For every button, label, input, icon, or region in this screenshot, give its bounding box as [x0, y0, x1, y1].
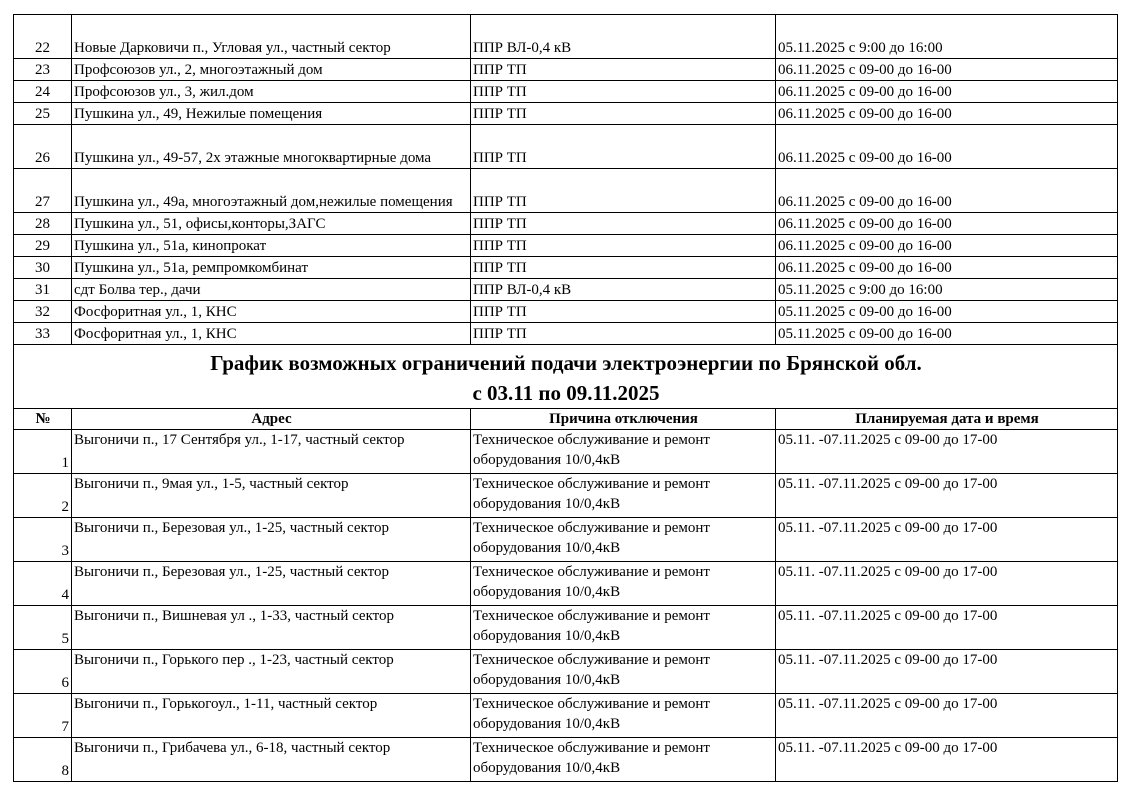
row-date: 05.11. -07.11.2025 с 09-00 до 17-00 — [776, 738, 1118, 782]
table-row — [14, 323, 1118, 345]
table-row — [14, 279, 1118, 301]
outage-schedule-table — [13, 14, 1118, 782]
row-date: 05.11. -07.11.2025 с 09-00 до 17-00 — [776, 606, 1118, 650]
row-date: 05.11.2025 с 9:00 до 16:00 — [776, 15, 1118, 59]
table-row — [14, 125, 1118, 169]
table-row — [14, 606, 1118, 650]
row-number: 8 — [14, 738, 72, 782]
row-address: Профсоюзов ул., 3, жил.дом — [72, 81, 471, 103]
row-reason: ППР ТП — [471, 169, 776, 213]
row-reason: ППР ВЛ-0,4 кВ — [471, 279, 776, 301]
row-date: 06.11.2025 с 09-00 до 16-00 — [776, 81, 1118, 103]
row-date: 05.11. -07.11.2025 с 09-00 до 17-00 — [776, 430, 1118, 474]
row-number: 26 — [14, 125, 72, 169]
section-title — [14, 345, 1118, 409]
row-date: 06.11.2025 с 09-00 до 16-00 — [776, 213, 1118, 235]
row-reason: ППР ТП — [471, 257, 776, 279]
row-reason: Техническое обслуживание и ремонт оборудования 10/0,4кВ — [471, 562, 776, 606]
section-header — [14, 345, 1118, 430]
row-reason: ППР ТП — [471, 235, 776, 257]
row-address: Пушкина ул., 49-57, 2х этажные многоквартирные дома — [72, 125, 471, 169]
row-address: Выгоничи п., Грибачева ул., 6-18, частный сектор — [72, 738, 471, 782]
row-address: Выгоничи п., Березовая ул., 1-25, частный сектор — [72, 562, 471, 606]
bottom-rows — [14, 430, 1118, 782]
row-date: 06.11.2025 с 09-00 до 16-00 — [776, 235, 1118, 257]
table-row — [14, 694, 1118, 738]
section-title-row — [14, 345, 1118, 409]
table-row — [14, 562, 1118, 606]
table-row — [14, 169, 1118, 213]
row-reason: ППР ТП — [471, 103, 776, 125]
table-row — [14, 430, 1118, 474]
row-date: 05.11. -07.11.2025 с 09-00 до 17-00 — [776, 474, 1118, 518]
row-address: Выгоничи п., Березовая ул., 1-25, частный сектор — [72, 518, 471, 562]
section-title-line2: с 03.11 по 09.11.2025 — [472, 381, 660, 405]
table-row — [14, 15, 1118, 59]
header-date: Планируемая дата и время — [776, 409, 1118, 430]
row-number: 4 — [14, 562, 72, 606]
row-date: 06.11.2025 с 09-00 до 16-00 — [776, 59, 1118, 81]
row-address: Выгоничи п., Вишневая ул ., 1-33, частный сектор — [72, 606, 471, 650]
row-reason: Техническое обслуживание и ремонт оборудования 10/0,4кВ — [471, 606, 776, 650]
table-row — [14, 257, 1118, 279]
row-date: 05.11. -07.11.2025 с 09-00 до 17-00 — [776, 694, 1118, 738]
row-reason: ППР ТП — [471, 213, 776, 235]
row-address: Выгоничи п., Горького пер ., 1-23, частный сектор — [72, 650, 471, 694]
row-reason: ППР ТП — [471, 323, 776, 345]
row-address: Выгоничи п., 9мая ул., 1-5, частный сектор — [72, 474, 471, 518]
column-header-row — [14, 409, 1118, 430]
table-row — [14, 650, 1118, 694]
row-reason: Техническое обслуживание и ремонт оборудования 10/0,4кВ — [471, 694, 776, 738]
row-address: Новые Дарковичи п., Угловая ул., частный сектор — [72, 15, 471, 59]
row-address: Фосфоритная ул., 1, КНС — [72, 301, 471, 323]
table-row — [14, 103, 1118, 125]
row-number: 6 — [14, 650, 72, 694]
row-reason: ППР ТП — [471, 81, 776, 103]
table-row — [14, 474, 1118, 518]
row-number: 29 — [14, 235, 72, 257]
table-row — [14, 738, 1118, 782]
row-date: 05.11.2025 с 9:00 до 16:00 — [776, 279, 1118, 301]
header-address: Адрес — [72, 409, 471, 430]
row-number: 31 — [14, 279, 72, 301]
row-address: Выгоничи п., Горькогоул., 1-11, частный сектор — [72, 694, 471, 738]
row-number: 5 — [14, 606, 72, 650]
section-title-line1: График возможных ограничений подачи электроэнергии по Брянской обл. — [210, 351, 922, 375]
table-row — [14, 59, 1118, 81]
row-number: 30 — [14, 257, 72, 279]
row-number: 22 — [14, 15, 72, 59]
row-date: 06.11.2025 с 09-00 до 16-00 — [776, 103, 1118, 125]
row-number: 33 — [14, 323, 72, 345]
row-address: Пушкина ул., 49, Нежилые помещения — [72, 103, 471, 125]
row-address: сдт Болва тер., дачи — [72, 279, 471, 301]
table-row — [14, 213, 1118, 235]
row-address: Фосфоритная ул., 1, КНС — [72, 323, 471, 345]
row-number: 24 — [14, 81, 72, 103]
row-number: 7 — [14, 694, 72, 738]
row-address: Выгоничи п., 17 Сентября ул., 1-17, частный сектор — [72, 430, 471, 474]
row-date: 06.11.2025 с 09-00 до 16-00 — [776, 125, 1118, 169]
row-reason: Техническое обслуживание и ремонт оборудования 10/0,4кВ — [471, 738, 776, 782]
table-row — [14, 518, 1118, 562]
header-reason: Причина отключения — [471, 409, 776, 430]
row-address: Пушкина ул., 51а, ремпромкомбинат — [72, 257, 471, 279]
row-address: Профсоюзов ул., 2, многоэтажный дом — [72, 59, 471, 81]
row-reason: Техническое обслуживание и ремонт оборудования 10/0,4кВ — [471, 518, 776, 562]
row-number: 32 — [14, 301, 72, 323]
row-date: 05.11.2025 с 09-00 до 16-00 — [776, 323, 1118, 345]
row-number: 2 — [14, 474, 72, 518]
row-reason: ППР ТП — [471, 301, 776, 323]
row-number: 23 — [14, 59, 72, 81]
row-number: 3 — [14, 518, 72, 562]
row-reason: ППР ТП — [471, 125, 776, 169]
row-date: 05.11. -07.11.2025 с 09-00 до 17-00 — [776, 650, 1118, 694]
header-num: № — [14, 409, 72, 430]
table-row — [14, 81, 1118, 103]
row-number: 1 — [14, 430, 72, 474]
row-number: 28 — [14, 213, 72, 235]
row-address: Пушкина ул., 49а, многоэтажный дом,нежилые помещения — [72, 169, 471, 213]
table-row — [14, 235, 1118, 257]
row-address: Пушкина ул., 51, офисы,конторы,ЗАГС — [72, 213, 471, 235]
row-date: 05.11. -07.11.2025 с 09-00 до 17-00 — [776, 518, 1118, 562]
row-date: 06.11.2025 с 09-00 до 16-00 — [776, 169, 1118, 213]
top-rows — [14, 15, 1118, 345]
row-number: 27 — [14, 169, 72, 213]
row-reason: Техническое обслуживание и ремонт оборудования 10/0,4кВ — [471, 650, 776, 694]
row-date: 05.11.2025 с 09-00 до 16-00 — [776, 301, 1118, 323]
row-number: 25 — [14, 103, 72, 125]
row-reason: ППР ТП — [471, 59, 776, 81]
row-date: 05.11. -07.11.2025 с 09-00 до 17-00 — [776, 562, 1118, 606]
row-reason: Техническое обслуживание и ремонт оборудования 10/0,4кВ — [471, 474, 776, 518]
table-row — [14, 301, 1118, 323]
row-reason: Техническое обслуживание и ремонт оборудования 10/0,4кВ — [471, 430, 776, 474]
row-address: Пушкина ул., 51а, кинопрокат — [72, 235, 471, 257]
row-reason: ППР ВЛ-0,4 кВ — [471, 15, 776, 59]
row-date: 06.11.2025 с 09-00 до 16-00 — [776, 257, 1118, 279]
